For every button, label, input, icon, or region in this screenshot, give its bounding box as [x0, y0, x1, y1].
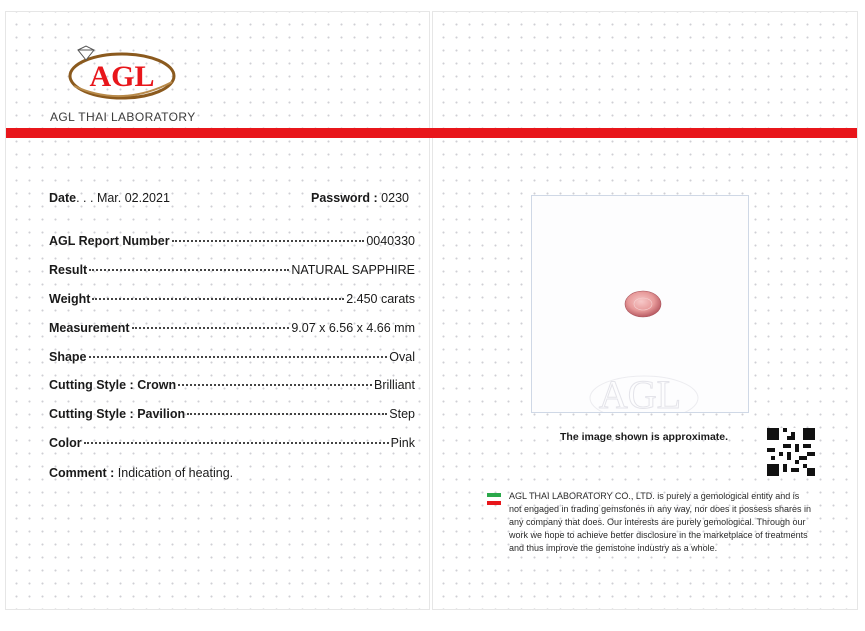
date-label: Date [49, 191, 77, 205]
leader-dots [172, 240, 365, 242]
field-value: 0040330 [366, 234, 415, 248]
password-value: 0230 [381, 191, 409, 205]
field-value: Pink [390, 436, 415, 450]
gemstone-icon [625, 291, 661, 317]
date-line: Date. . . Mar. 02.2021 [49, 191, 170, 205]
leader-dots [89, 356, 388, 358]
flag-icon [487, 493, 501, 505]
field-row-report-number [49, 234, 415, 252]
field-label: Cutting Style : Pavilion [49, 407, 186, 421]
field-value: Oval [389, 350, 415, 364]
field-label: Color [49, 436, 82, 450]
field-label: Weight [49, 292, 91, 306]
field-value: 2.450 carats [346, 292, 415, 306]
leader-dots [92, 298, 344, 300]
field-row-color [49, 436, 415, 454]
image-caption: The image shown is approximate. [560, 431, 729, 443]
leader-dots [84, 442, 389, 444]
date-value: Mar. 02.2021 [96, 191, 170, 205]
field-label: Cutting Style : Crown [49, 378, 177, 392]
comment-label: Comment : [49, 466, 115, 480]
disclaimer-text: AGL THAI LABORATORY CO., LTD. is purely a gemological entity and is not engaged in trading gemstones in any way, nor does it possess shares in any company that does. Our interests are purely gemological. Through our work we hope to achieve better disclosure in the marketplace of treatments and thus improve the gemstone industry as a whole. [509, 491, 812, 553]
field-row-crown [49, 378, 415, 396]
gemstone-image-frame [531, 195, 749, 413]
field-value: NATURAL SAPPHIRE [291, 263, 415, 277]
field-row-result [49, 263, 415, 281]
field-label: AGL Report Number [49, 234, 170, 248]
field-value: Step [389, 407, 415, 421]
field-label: Shape [49, 350, 87, 364]
comment-line [49, 466, 233, 480]
field-value: 9.07 x 6.56 x 4.66 mm [291, 321, 415, 335]
field-label: Result [49, 263, 88, 277]
field-row-measurement [49, 321, 415, 339]
comment-value: Indication of heating. [117, 466, 234, 480]
password-label: Password : [311, 191, 378, 205]
leader-dots [178, 384, 372, 386]
qr-code-icon [767, 428, 815, 476]
logo-mark: AGL [89, 60, 155, 93]
field-row-shape [49, 350, 415, 368]
password-line [311, 191, 409, 205]
field-row-weight [49, 292, 415, 310]
field-label: Measurement [49, 321, 130, 335]
field-row-pavilion [49, 407, 415, 425]
red-divider-bar [6, 128, 857, 138]
leader-dots [132, 327, 290, 329]
agl-logo [64, 42, 180, 106]
leader-dots [187, 413, 387, 415]
logo-subtitle: AGL THAI LABORATORY [50, 110, 196, 124]
leader-dots [89, 269, 289, 271]
watermark-text: AGL [598, 372, 682, 412]
field-value: Brilliant [374, 378, 415, 392]
